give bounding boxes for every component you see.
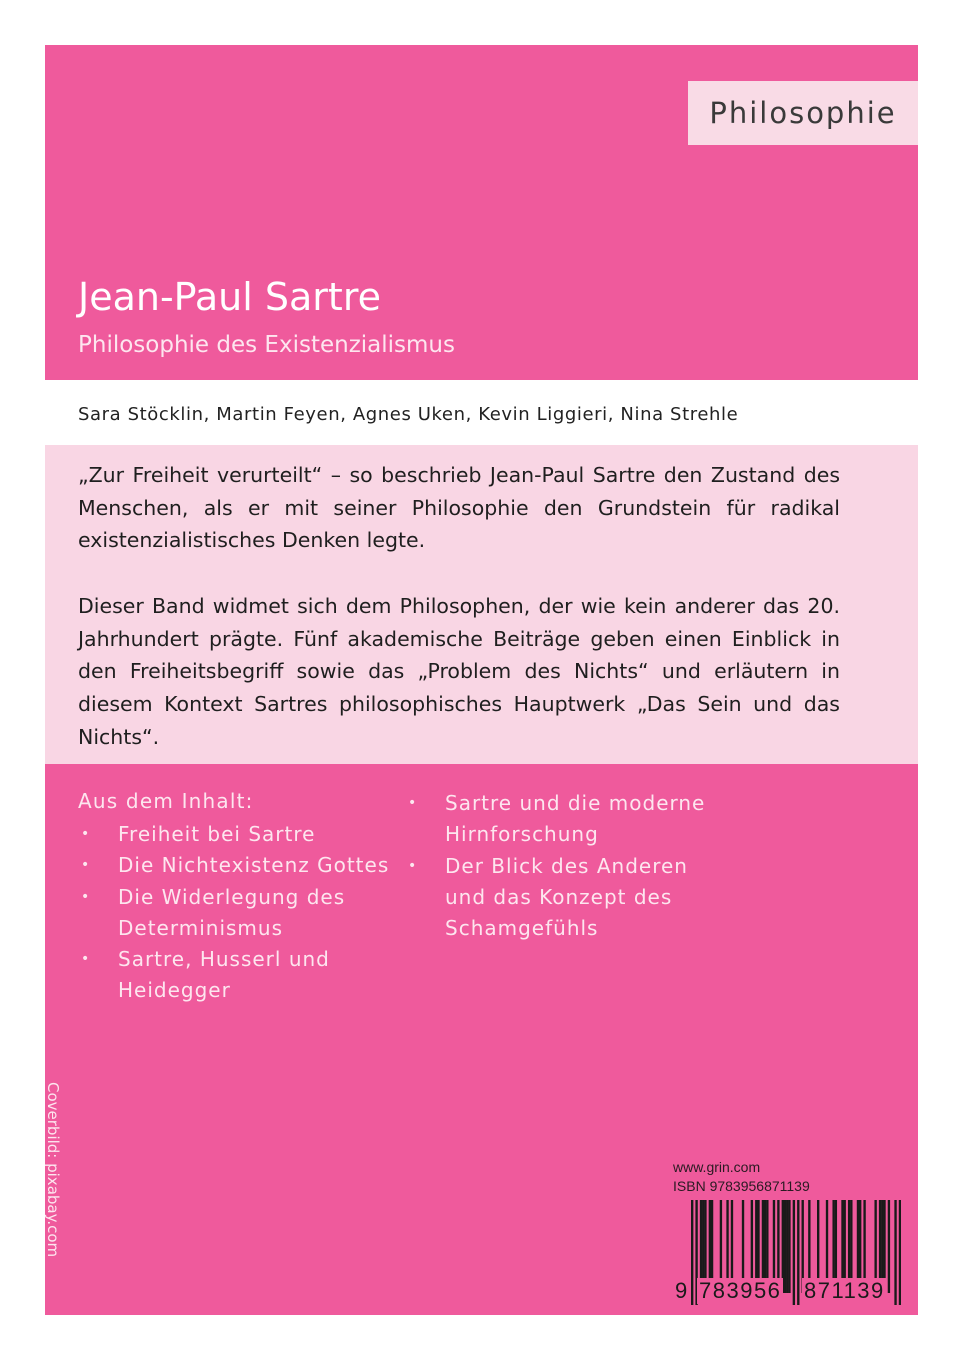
list-item: • Freiheit bei Sartre xyxy=(78,819,408,850)
contents-heading: Aus dem Inhalt: xyxy=(78,789,254,813)
authors-section xyxy=(45,380,918,445)
book-back-cover xyxy=(45,45,918,1315)
blurb-paragraph: Dieser Band widmet sich dem Philosophen, der wie kein anderer das 20. Jahrhundert prägte. Fünf akademische Beiträge geben einen Einblick in den Freiheitsbegriff sowie das „Problem des Nichts“ und erläutern in diesem Kontext Sartres philosophisches Hauptwerk „Das Sein und das Nichts“. xyxy=(78,594,840,749)
blurb-section xyxy=(45,445,918,764)
bullet-icon: • xyxy=(408,857,418,874)
bullet-icon: • xyxy=(81,951,91,968)
barcode-right-group: 871139 xyxy=(804,1278,885,1303)
list-item: • Die Widerlegung des Determinismus xyxy=(78,882,408,945)
bullet-icon: • xyxy=(81,826,91,842)
barcode-left-group: 783956 xyxy=(699,1278,782,1303)
contents-list-right xyxy=(405,788,735,944)
isbn-label: ISBN 9783956871139 xyxy=(673,1178,810,1194)
category-label: Philosophie xyxy=(688,81,918,145)
blurb-paragraph: „Zur Freiheit verurteilt“ – so beschrieb Jean-Paul Sartre den Zustand des Menschen, als er mit seiner Philosophie den Grundstein für radikal existenzialistisches Denken legte. xyxy=(78,463,840,553)
list-item: • Die Nichtexistenz Gottes xyxy=(78,850,408,881)
cover-image-credit: Coverbild: pixabay.com xyxy=(44,1082,62,1258)
header-panel xyxy=(45,45,918,380)
bullet-icon: • xyxy=(408,795,418,811)
author-list: Sara Stöcklin, Martin Feyen, Agnes Uken, Kevin Liggieri, Nina Strehle xyxy=(78,404,739,425)
contents-list-left xyxy=(78,819,408,1007)
bullet-icon: • xyxy=(81,888,91,905)
book-subtitle: Philosophie des Existenzialismus xyxy=(78,332,455,358)
list-item: • Der Blick des Anderen und das Konzept des Schamgefühls xyxy=(405,851,735,945)
barcode-digits xyxy=(673,1278,923,1306)
list-item: • Sartre, Husserl und Heidegger xyxy=(78,944,408,1007)
bullet-icon: • xyxy=(81,857,91,874)
book-title: Jean-Paul Sartre xyxy=(78,275,381,319)
contents-panel xyxy=(45,764,918,1315)
publisher-url: www.grin.com xyxy=(673,1159,761,1175)
barcode-first-digit: 9 xyxy=(675,1278,688,1303)
list-item: • Sartre und die moderne Hirnforschung xyxy=(405,788,735,851)
